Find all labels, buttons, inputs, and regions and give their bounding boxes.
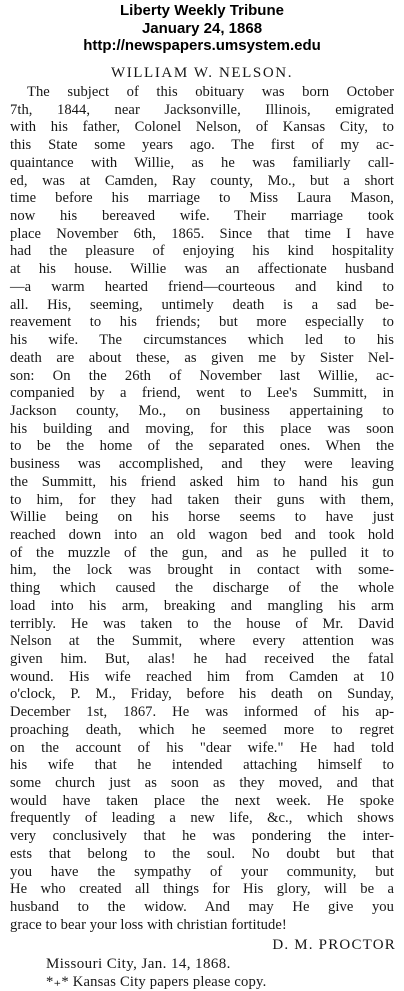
- dateline: Missouri City, Jan. 14, 1868.: [46, 955, 231, 972]
- obituary-line: very conclusively that he was pondering the inter-: [10, 828, 394, 845]
- obituary-line: to him, for they had taken their guns with them,: [10, 491, 394, 508]
- obituary-line: him, the lock was brought in contact with some-: [10, 562, 394, 579]
- obituary-line: time before his marriage to Miss Laura Mason,: [10, 190, 394, 207]
- publication-date: January 24, 1868: [141, 19, 263, 37]
- editor-note: *₊* Kansas City papers please copy.: [46, 973, 267, 990]
- obituary-line: The subject of this obituary was born October: [27, 84, 394, 100]
- obituary-line: son: On the 26th of November last Willie, ac-: [10, 367, 394, 384]
- obituary-line: quaintance with Willie, as he was familiarly call-: [10, 154, 394, 171]
- obituary-line: 7th, 1844, near Jacksonville, Illinois, emigrated: [10, 101, 394, 118]
- obituary-body: [0, 84, 404, 935]
- obituary-line: He who created all things for His glory, will be a: [10, 881, 394, 898]
- obituary-line: place November 6th, 1865. Since that time I have: [10, 225, 394, 242]
- obituary-line: ed, was at Camden, Ray county, Mo., but a short: [10, 172, 394, 189]
- obituary-line: reavement to his friends; but more especially to: [10, 314, 394, 331]
- masthead: [0, 2, 404, 55]
- obituary-line: ests that belong to the soul. No doubt but that: [10, 845, 394, 862]
- obituary-line: at his house. Willie was an affectionate husband: [10, 261, 394, 278]
- obituary-line: with his father, Colonel Nelson, of Kansas City, to: [10, 119, 394, 136]
- obituary-line: business was accomplished, and they were leaving: [10, 456, 394, 473]
- obituary-line: all. His, seeming, untimely death is a sad be-: [10, 296, 394, 313]
- obituary-line: given him. But, alas! he had received the fatal: [10, 651, 394, 667]
- obituary-line: Nelson at the Summit, where every attention was: [10, 633, 394, 650]
- obituary-line: frequently of leading a new life, &c., which shows: [10, 810, 394, 827]
- obituary-line: grace to bear your loss with christian fortitude!: [10, 916, 287, 933]
- obituary-line: Willie being on his horse seems to have just: [10, 509, 394, 526]
- obituary-line: of the muzzle of the gun, and as he pulled it to: [10, 544, 394, 561]
- obituary-line: had the pleasure of enjoying his kind hospitality: [10, 243, 394, 260]
- obituary-line: now his bereaved wife. Their marriage took: [10, 208, 394, 225]
- obituary-line: to be the home of the separated ones. When the: [10, 438, 394, 455]
- obituary-line: companied by a friend, went to Lee's Summitt, in: [10, 385, 394, 402]
- obituary-line: December 1st, 1867. He was informed of his ap-: [10, 704, 394, 721]
- obituary-line: his building and moving, for this place was soon: [10, 420, 394, 437]
- obituary-line: his wife that he intended attaching himself to: [10, 757, 394, 774]
- obituary-line: Jackson county, Mo., on business appertaining to: [10, 402, 394, 419]
- obituary-line: wound. His wife reached him from Camden at 10: [10, 668, 394, 685]
- obituary-title: WILLIAM W. NELSON.: [110, 65, 294, 81]
- newspaper-clipping: [0, 62, 404, 990]
- obituary-line: terribly. He was taken to the house of Mr. David: [10, 615, 394, 632]
- obituary-line: load into his arm, breaking and mangling his arm: [10, 597, 394, 614]
- obituary-line: death are about these, as given me by Sister Nel-: [10, 349, 394, 366]
- publication-name: Liberty Weekly Tribune: [120, 2, 284, 19]
- obituary-line: his wife. The circumstances which led to his: [10, 332, 394, 349]
- obituary-line: this State some years ago. The first of my ac-: [10, 137, 394, 154]
- obituary-line: on the account of his "dear wife." He had told: [10, 739, 394, 756]
- obituary-line: o'clock, P. M., Friday, before his death on Sunday,: [10, 686, 394, 703]
- obituary-line: —a warm hearted friend—courteous and kind to: [10, 278, 394, 295]
- obituary-line: husband to the widow. And may He give you: [10, 899, 394, 916]
- obituary-line: proaching death, which he seemed more to regret: [10, 721, 394, 738]
- obituary-line: the Summitt, his friend asked him to hand his gun: [10, 473, 394, 490]
- obituary-line: would have taken place the next week. He spoke: [10, 792, 394, 809]
- author-signature: D. M. PROCTOR: [272, 936, 396, 953]
- obituary-line: you have the sympathy of your community, but: [10, 863, 394, 880]
- obituary-line: some church just as soon as they moved, and that: [10, 775, 394, 792]
- obituary-line: reached down into an old wagon bed and took hold: [10, 526, 394, 543]
- source-url: http://newspapers.umsystem.edu: [83, 37, 321, 54]
- obituary-line: thing which caused the discharge of the whole: [10, 580, 394, 597]
